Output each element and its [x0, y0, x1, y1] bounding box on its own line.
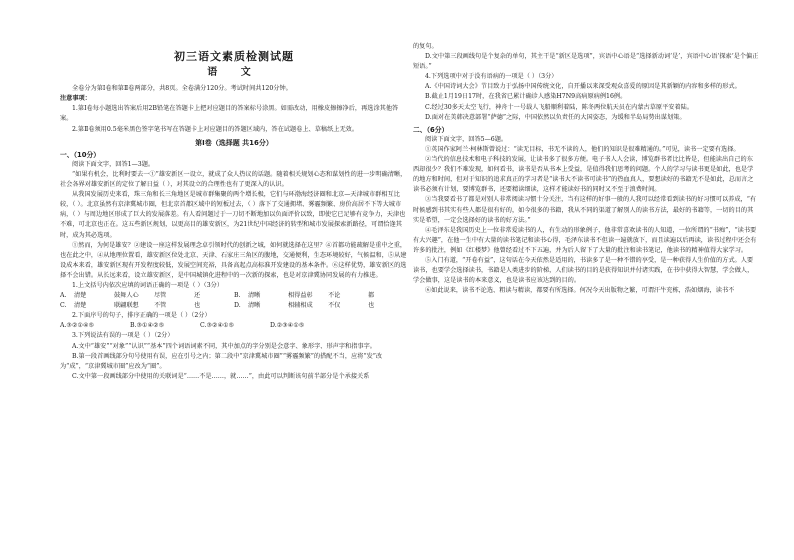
- q1-opt-d-1: 清晰: [248, 302, 261, 310]
- q1-opt-c-2: 联翩联想: [114, 302, 139, 310]
- question-2: 2.下面序号的句子，排序正确的一项是（ ）（2分）: [72, 312, 211, 320]
- reading-para-1: ①英国作家阿兰·柯林斯曾说过：“读无目标，书无不读的人，他们的知识是很难精通的。”可见，读书一定要有选择。: [425, 145, 740, 153]
- q1-opt-b-label: B.: [234, 292, 241, 300]
- q2-opt-a: A.③②①④⑤: [60, 322, 95, 330]
- q1-opt-a-label: A.: [60, 292, 67, 300]
- passage-para-1: “如果有机会，比利时要去一①”雄安新区一设立，就成了众人热议的话题。随着相关规划心态和谋划性的进一步明确清晰，社会各界对雄安新区的定位了解日益（ ），对其设立的合理性也有了更深入的认识。: [60, 170, 407, 189]
- q1-opt-a-2: 鼓舞人心: [114, 292, 139, 300]
- reading-para-5: ⑤入门有道，“开卷有益”，这句话在今天依然是适用的，书读多了是一种不错的享受，是一种获得人生价值的方式。人要读书，也要学会选择读书，书籍是人类进步的阶梯，人们读书的目的是获得知识并付诸实践，在书中获得大智慧，学会做人，学会做事，这是读书的本来意义，也是读书应该达到的目的。: [413, 256, 754, 285]
- q1-opt-a-3: 尽管: [154, 292, 167, 300]
- q1-opt-d-4: 也: [368, 302, 375, 310]
- notice-1: 1.第Ⅰ卷每小题选出答案后用2B铅笔在答题卡上把对应题目的答案标号涂黑。如需改动，用橡皮擦擦净后，再选涂其他答案。: [60, 105, 399, 123]
- q4-opt-c: C.经过30多天太空飞行，神舟十一号载人飞船顺利着陆，陈冬两位航天员在内蒙古草原平安着陆。: [425, 103, 694, 111]
- q1-opt-a-1: 清楚: [74, 292, 87, 300]
- question-3: 3.下列说法有误的一项是（ ）（2分）: [72, 332, 174, 340]
- notice-heading: 注意事项：: [60, 95, 91, 103]
- section-1-heading: 一、（10分）: [60, 150, 101, 159]
- passage-para-3: ①然而，为何是雄安？②建设一座这样发展理念卓引领时代的创新之城，如何就选择在这里？④首都功能疏解是重中之重，也在此之中，④从地理位置看，雄安新区位处北京、天津、石家庄三角区的腹地，交通便利，生态环境较好，气候温和，⑤从建设成本来看，雄安新区现有开发程度较低，发展空间充裕，具备高起点高标准开发建设的基本条件。⑥这样优势，雄安新区的选择不会出错。从长远来看，设立雄安新区，是中国城镇化进程中的一次新的探索，也是对京津冀协同发展的有力推进。: [60, 241, 407, 279]
- exam-title: 初三语文素质检测试题: [174, 50, 294, 63]
- q1-opt-b-4: 都: [368, 292, 375, 300]
- section-2-heading: 二、（6分）: [413, 125, 449, 134]
- left-column: [60, 40, 408, 382]
- q2-opt-d: D.②③④①⑤: [270, 322, 305, 330]
- q1-opt-c-3: 不管: [154, 302, 167, 310]
- q3-opt-d: D.文中第三段画线句是个复杂的单句，其主干是“新区是选项”，宾语中心语是“选择新动词‘是’，宾语中心语‘探索’是个偏正短语。”: [413, 53, 759, 71]
- question-1-options: [60, 291, 408, 311]
- exam-intro: 全卷分为第Ⅰ卷和第Ⅱ卷两部分，共8页。全卷满分120分。考试时间共120分钟。: [72, 85, 292, 93]
- section-1-instruction: 阅读下面文字，回答1—3题。: [72, 160, 155, 168]
- q4-opt-a: A.《中国诗词大会》节目致力于弘扬中国传统文化，自开播以来深受观众喜爱的原因是其新颖的内容和多样的形式。: [425, 83, 741, 91]
- right-column: [413, 42, 759, 296]
- q1-opt-d-label: D.: [234, 302, 241, 310]
- reading-para-4: ④毛泽东是我国历史上一位非常爱读书的人，有生动的形象例子，他非常喜欢读书的人知道，一位所谓的“书痴”，“读书要有大兴趣”，在他一生中有大量的读书笔记和读书心得，毛泽东读书不但读一遍就放下，而且读遍以后再读，读书过程中还会有许多的批注，例如《红楼梦》他曾经看过不下五遍，并为后人留下了大量的批注和读书笔记，他读书的精神值得大家学习。: [413, 226, 757, 254]
- q3-opt-b: B.第一段首画线部分句号使用有误，应在引号之内；第二段中“京津冀城市圈”“雾霾频繁”的搭配不当，应将“发”改为“成”，“京津冀城市圈”应改为“圈”。: [60, 352, 383, 370]
- q1-opt-c-1: 清楚: [74, 302, 87, 310]
- q1-opt-b-1: 清晰: [248, 292, 261, 300]
- notice-2: 2.第Ⅱ卷须用0.5毫米黑色签字笔书写在答题卡上对应题目的答题区域内，答在试题卷上、草稿纸上无效。: [72, 125, 359, 133]
- part1-heading: 第Ⅰ卷（选择题 共16分）: [195, 138, 273, 147]
- question-2-options: [60, 321, 408, 331]
- q4-opt-b: B.截止1月19日17时，在我省已累计确诊人感染H7N9高病原病例16例。: [425, 93, 627, 101]
- subject-title: 语 文: [207, 67, 261, 79]
- reading-para-3: ③当我要看书了都是对别人非常阅读习惯十分关注，当有这样的好事一般的人我可以经常看到读书的好习惯可以养成，“有时候感到书其实有些人都是很有好的，如今很多的书籍，我从不同的渠道了解别人的读书方法，最好的书籍等，一切的目的其实是希望，一定会选择好的读书的好方法。”: [413, 196, 757, 224]
- q2-opt-b: B.③①④②⑤: [130, 322, 165, 330]
- q3-opt-c: C.文中第一段画线部分中使用的关联词是“……不是……，就……”，由此可以判断该句前半部分是个承接关系: [72, 372, 370, 380]
- question-4: 4.下列选项中对于没有语病的一项是（ ）（3分）: [425, 73, 558, 81]
- reading-para-6: ⑥如此说来，读书不论选、粗读与精读，都要有所选择。何况今天出版物之繁，可谓汗牛充栋，浩如烟海，读书不: [425, 287, 735, 295]
- reading-para-2: ②当代的信息技术和电子科技的发展，让读书多了很多方便。电子书人人会读，博览群书者比比皆是，但能读出自己的东西却很少？我们不难发现，如何看书，读书是否从书本上受益，是值得我们思考的问题。个人的学习与读书更是如此，也是学的地方和时间，但对于知识的追求真正的学习者是“读书大不读书可读书”的热血真人，要想读好的书籍无不是如此，总而言之读书必须有计划，要博览群书，还要精读细读，这样才能读好书的同时又不至于浪费时间。: [413, 156, 754, 194]
- question-1: 1.上文括号内依次应填的词语正确的一项是（ ）（3分）: [72, 281, 224, 289]
- section-2-instruction: 阅读下面文字，回答5—6题。: [425, 135, 508, 143]
- q1-opt-c-4: 也: [194, 302, 201, 310]
- q3-opt-a: A.文中“雄安”“对象”“认识”“基本”四个词语词素不同，其中加点的字分别是会意字、象形字、形声字和指事字。: [72, 342, 376, 350]
- q1-opt-b-2: 相得益彰: [288, 292, 313, 300]
- q1-opt-d-2: 相辅相成: [288, 302, 313, 310]
- q2-opt-c: C.③②④①⑤: [200, 322, 235, 330]
- q1-opt-b-3: 不论: [328, 292, 341, 300]
- q4-opt-d: D.面对在美韩决意部署“萨德”之际，中国依然以负责任的大国姿态，为缓和半岛局势出谋划策。: [425, 113, 686, 121]
- q1-opt-a-4: 还: [194, 292, 201, 300]
- continuation-text: 的复句。: [413, 43, 438, 50]
- q1-opt-c-label: C.: [60, 302, 67, 310]
- passage-para-2: 从我国发展历史来看，珠三角和长三角地区是城市群集聚的两个增长极，它们与环渤海经济圈和北京—天津城市群相互比较，（ ）。北京虽然有京津冀城市圈，但北京首都区域中的短板过去，（ ）落下了交通拥堵、雾霾频繁、房价高居不下等大城市病，（ ）与周边地区形成了巨大的发展落差。有人看问题过于一刀切不断地加以负面评价以致，即使它已足够有竞争力，天津也不难，可北京也正在。这五些新区规划，以更高目的雄安新区，为21世纪中国经济的转型和城市发展探索新路径，可谓恰逢其时，成为其必选项。: [60, 191, 406, 239]
- q1-opt-d-3: 不仅: [328, 302, 341, 310]
